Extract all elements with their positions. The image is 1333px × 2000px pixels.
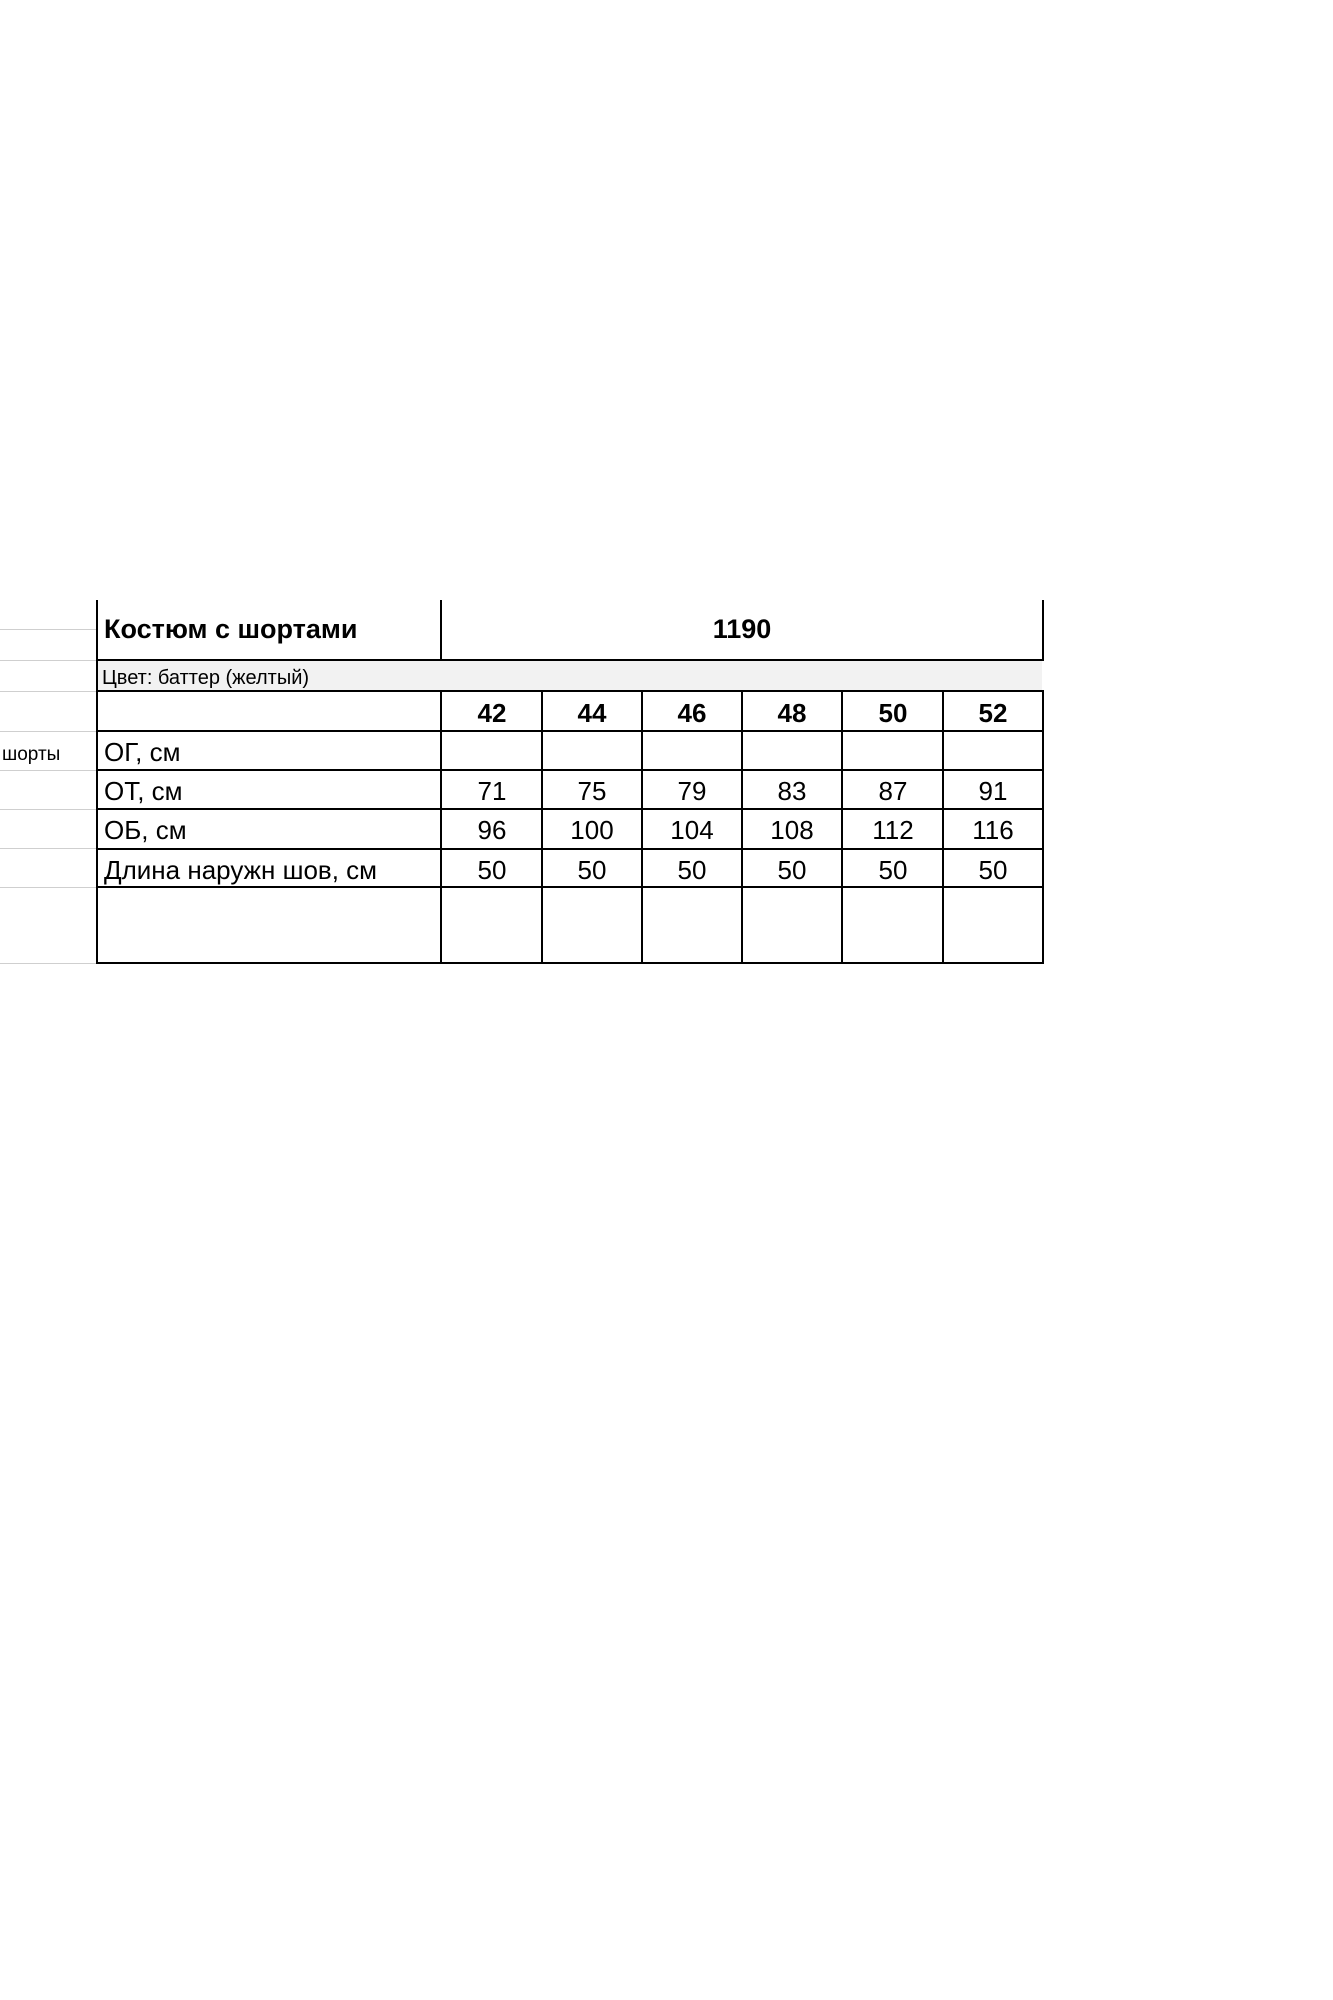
table-cell: 50 xyxy=(878,855,908,885)
spreadsheet-gridline xyxy=(0,809,97,810)
spreadsheet-gridline xyxy=(0,887,97,888)
table-cell: 96 xyxy=(477,815,507,845)
spreadsheet-gridline xyxy=(0,770,97,771)
table-cell: 79 xyxy=(677,776,707,806)
size-header: 52 xyxy=(978,698,1008,728)
spreadsheet-gridline xyxy=(0,963,97,964)
table-border xyxy=(97,848,1044,850)
row-label-outer-seam: Длина наружн шов, см xyxy=(104,855,378,885)
row-label-ot: ОТ, см xyxy=(104,776,183,806)
spreadsheet-gridline xyxy=(0,848,97,849)
section-label: шорты xyxy=(2,744,61,765)
table-border xyxy=(97,886,1044,888)
table-border xyxy=(97,659,1044,661)
table-cell: 104 xyxy=(670,815,714,845)
table-cell: 91 xyxy=(978,776,1008,806)
table-cell: 112 xyxy=(872,815,914,845)
article-code: 1190 xyxy=(712,614,772,644)
table-cell: 50 xyxy=(477,855,507,885)
table-cell: 50 xyxy=(577,855,607,885)
row-label-og: ОГ, см xyxy=(104,737,181,767)
color-label: Цвет: баттер (желтый) xyxy=(102,667,310,689)
table-border xyxy=(97,730,1044,732)
table-cell: 108 xyxy=(770,815,814,845)
table-border xyxy=(1042,600,1044,660)
table-cell: 83 xyxy=(777,776,807,806)
table-border xyxy=(97,690,1044,692)
table-border xyxy=(97,808,1044,810)
size-header: 44 xyxy=(577,698,607,728)
size-header: 50 xyxy=(878,698,908,728)
spreadsheet-gridline xyxy=(0,629,97,630)
table-cell: 75 xyxy=(577,776,607,806)
table-cell: 116 xyxy=(972,815,1014,845)
table-cell: 71 xyxy=(477,776,507,806)
spreadsheet-gridline xyxy=(0,691,97,692)
size-header: 46 xyxy=(677,698,707,728)
table-border xyxy=(97,962,1044,964)
table-cell: 50 xyxy=(777,855,807,885)
table-cell: 100 xyxy=(570,815,614,845)
table-border xyxy=(96,600,98,964)
table-border xyxy=(97,769,1044,771)
table-cell: 87 xyxy=(878,776,908,806)
size-header: 48 xyxy=(777,698,807,728)
spreadsheet-gridline xyxy=(0,731,97,732)
size-header: 42 xyxy=(477,698,507,728)
product-title: Костюм с шортами xyxy=(104,614,358,644)
table-cell: 50 xyxy=(978,855,1008,885)
table-cell: 50 xyxy=(677,855,707,885)
spreadsheet-gridline xyxy=(0,660,97,661)
row-label-ob: ОБ, см xyxy=(104,815,187,845)
